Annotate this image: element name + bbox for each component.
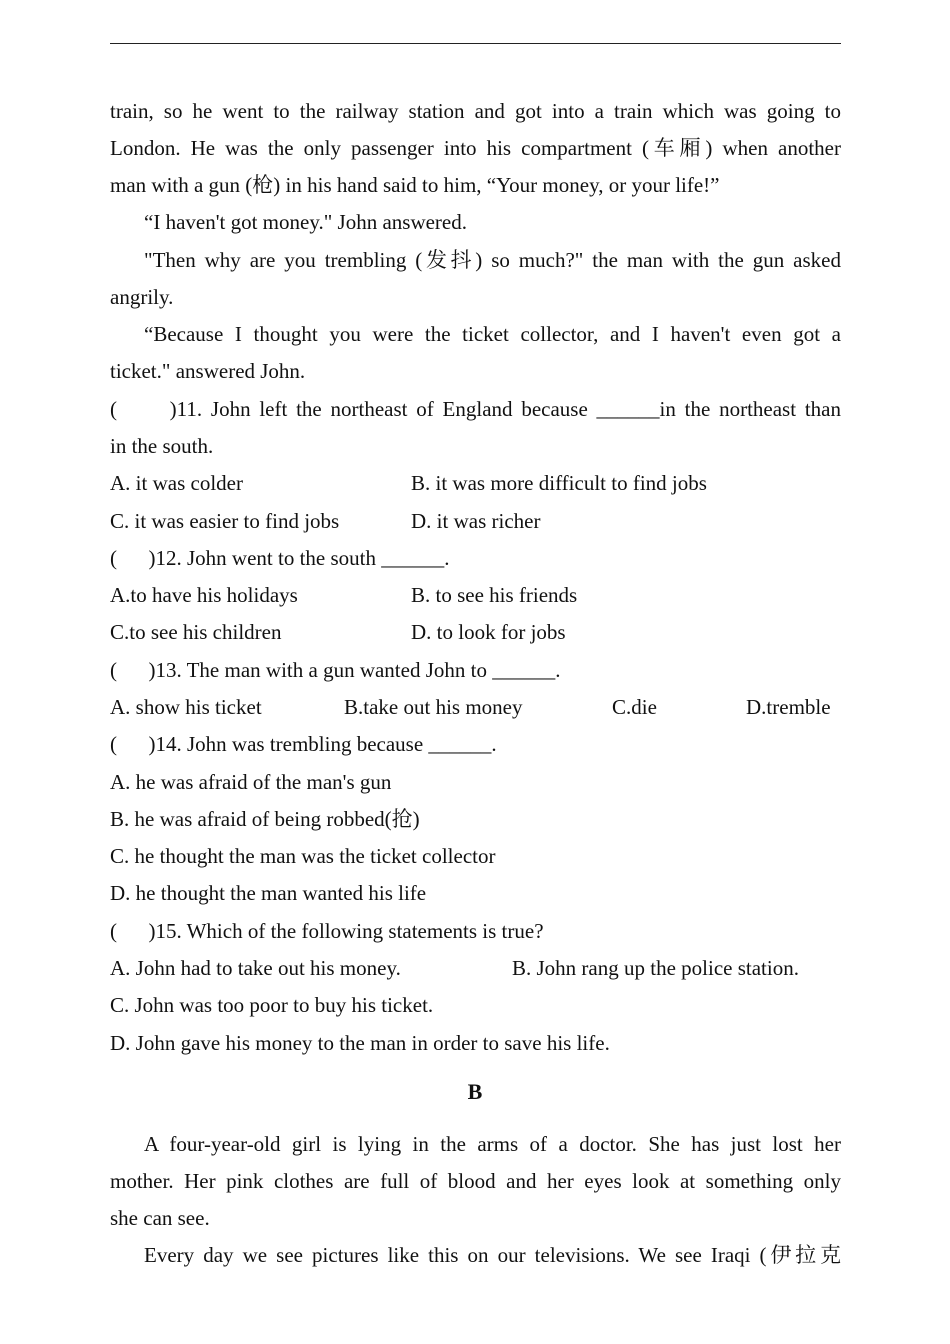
option-b[interactable]: B. he was afraid of being robbed(抢): [110, 807, 420, 831]
passage-line: angrily.: [110, 285, 174, 309]
option-d[interactable]: D.tremble: [746, 695, 831, 719]
question-11-stem: ( )11. John left the northeast of England because ______in the northeast than: [110, 397, 841, 421]
option-b[interactable]: B. to see his friends: [411, 583, 578, 607]
option-c[interactable]: C. he thought the man was the ticket collector: [110, 844, 496, 868]
question-11-stem-cont: in the south.: [110, 434, 214, 458]
option-d[interactable]: D. John gave his money to the man in order to save his life.: [110, 1031, 610, 1055]
question-14-stem: ( )14. John was trembling because ______.: [110, 732, 497, 756]
passage-line: "Then why are you trembling (发抖) so much?" the man with the gun asked: [144, 248, 841, 272]
passage-line: A four-year-old girl is lying in the arms of a doctor. She has just lost her: [144, 1132, 841, 1156]
option-b[interactable]: B.take out his money: [344, 695, 523, 719]
question-12-options-row: [110, 618, 841, 646]
passage-line: man with a gun (枪) in his hand said to him, “Your money, or your life!”: [110, 173, 720, 197]
option-a[interactable]: A. John had to take out his money.: [110, 956, 401, 980]
option-a[interactable]: A.to have his holidays: [110, 583, 298, 607]
option-b[interactable]: B. John rang up the police station.: [512, 956, 799, 980]
option-d[interactable]: D. to look for jobs: [411, 620, 566, 644]
option-a[interactable]: A. it was colder: [110, 471, 243, 495]
passage-line: Every day we see pictures like this on our televisions. We see Iraqi (伊拉克: [144, 1243, 841, 1267]
header-rule: [110, 43, 841, 44]
option-a[interactable]: A. show his ticket: [110, 695, 262, 719]
passage-line: London. He was the only passenger into his compartment (车厢) when another: [110, 136, 841, 160]
passage-line: mother. Her pink clothes are full of blood and her eyes look at something only: [110, 1169, 841, 1193]
passage-line: “Because I thought you were the ticket collector, and I haven't even got a: [144, 322, 841, 346]
option-b[interactable]: B. it was more difficult to find jobs: [411, 471, 707, 495]
question-12-stem: ( )12. John went to the south ______.: [110, 546, 450, 570]
section-heading: B: [467, 1079, 483, 1104]
question-13-stem: ( )13. The man with a gun wanted John to ______.: [110, 658, 561, 682]
option-c[interactable]: C.die: [612, 695, 657, 719]
option-d[interactable]: D. he thought the man wanted his life: [110, 881, 427, 905]
passage-line: ticket." answered John.: [110, 359, 306, 383]
question-11-options-row: [110, 507, 841, 535]
question-15-options-row: [110, 954, 841, 982]
option-d[interactable]: D. it was richer: [411, 509, 541, 533]
option-c[interactable]: C.to see his children: [110, 620, 282, 644]
passage-line: “I haven't got money." John answered.: [144, 210, 467, 234]
passage-line: train, so he went to the railway station and got into a train which was going to: [110, 99, 841, 123]
option-c[interactable]: C. John was too poor to buy his ticket.: [110, 993, 434, 1017]
question-13-options-row: [110, 693, 841, 721]
question-11-options-row: [110, 469, 841, 497]
option-c[interactable]: C. it was easier to find jobs: [110, 509, 340, 533]
passage-line: she can see.: [110, 1206, 210, 1230]
question-15-stem: ( )15. Which of the following statements is true?: [110, 919, 544, 943]
option-a[interactable]: A. he was afraid of the man's gun: [110, 770, 392, 794]
question-12-options-row: [110, 581, 841, 609]
